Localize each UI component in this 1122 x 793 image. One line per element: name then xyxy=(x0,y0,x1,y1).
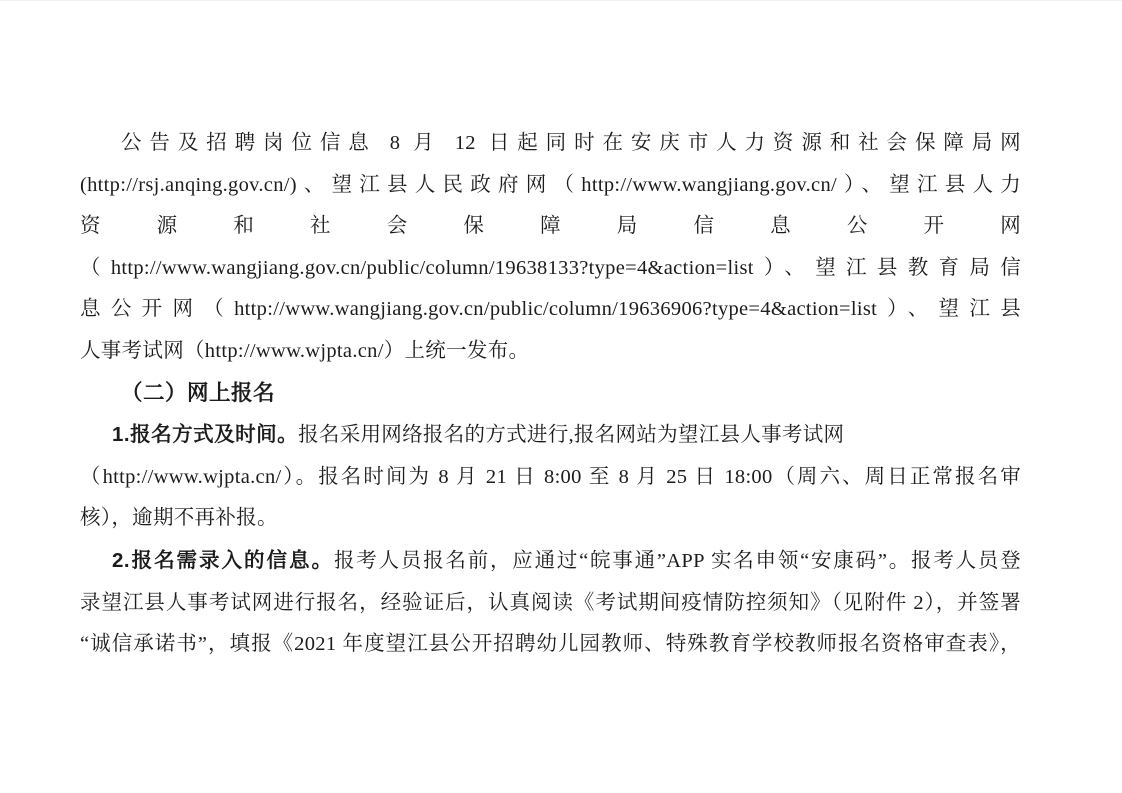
paragraph-publish-line-3: 资源和社会保障局信息公开网 xyxy=(80,215,1021,238)
item-2-line-2: 录望江县人事考试网进行报名，经验证后，认真阅读《考试期间疫情防控须知》（见附件 2），并签署 xyxy=(80,591,1021,614)
paragraph-publish-line-2: (http://rsj.anqing.gov.cn/)、望江县人民政府网（http://www.wangjiang.gov.cn/）、望江县人力 xyxy=(80,173,1021,196)
item-1-line-1 xyxy=(80,414,1021,457)
paragraph-publish-line-6: 人事考试网（http://www.wjpta.cn/）上统一发布。 xyxy=(80,339,530,362)
item-2-text: 报考人员报名前，应通过“皖事通”APP 实名申领“安康码”。报考人员登 xyxy=(333,549,1021,572)
item-2-line-3: “诚信承诺书”，填报《2021 年度望江县公开招聘幼儿园教师、特殊教育学校教师报名资格审查表》， xyxy=(80,633,1021,656)
section-heading-online-registration: （二）网上报名 xyxy=(121,380,276,405)
paragraph-publish-line-4: （http://www.wangjiang.gov.cn/public/column/19638133?type=4&action=list）、望江县教育局信 xyxy=(80,256,1021,279)
paragraph-publish-line-1: 公告及招聘岗位信息 8 月 12 日起同时在安庆市人力资源和社会保障局网 xyxy=(121,132,1021,154)
item-2-title: 2.报名需录入的信息。 xyxy=(112,548,334,572)
item-1-line-2: （http://www.wjpta.cn/）。报名时间为 8 月 21 日 8:00 至 8 月 25 日 18:00（周六、周日正常报名审 xyxy=(80,465,1021,488)
paragraph-publish-line-5: 息公开网（http://www.wangjiang.gov.cn/public/column/19636906?type=4&action=list）、望江县 xyxy=(80,298,1021,321)
item-2-line-1 xyxy=(80,540,1021,583)
item-1-text: 报名采用网络报名的方式进行,报名网站为望江县人事考试网 xyxy=(298,424,845,447)
item-1-title: 1.报名方式及时间。 xyxy=(112,423,299,447)
item-1-line-3: 核），逾期不再补报。 xyxy=(80,507,278,530)
document-body xyxy=(80,123,1021,666)
